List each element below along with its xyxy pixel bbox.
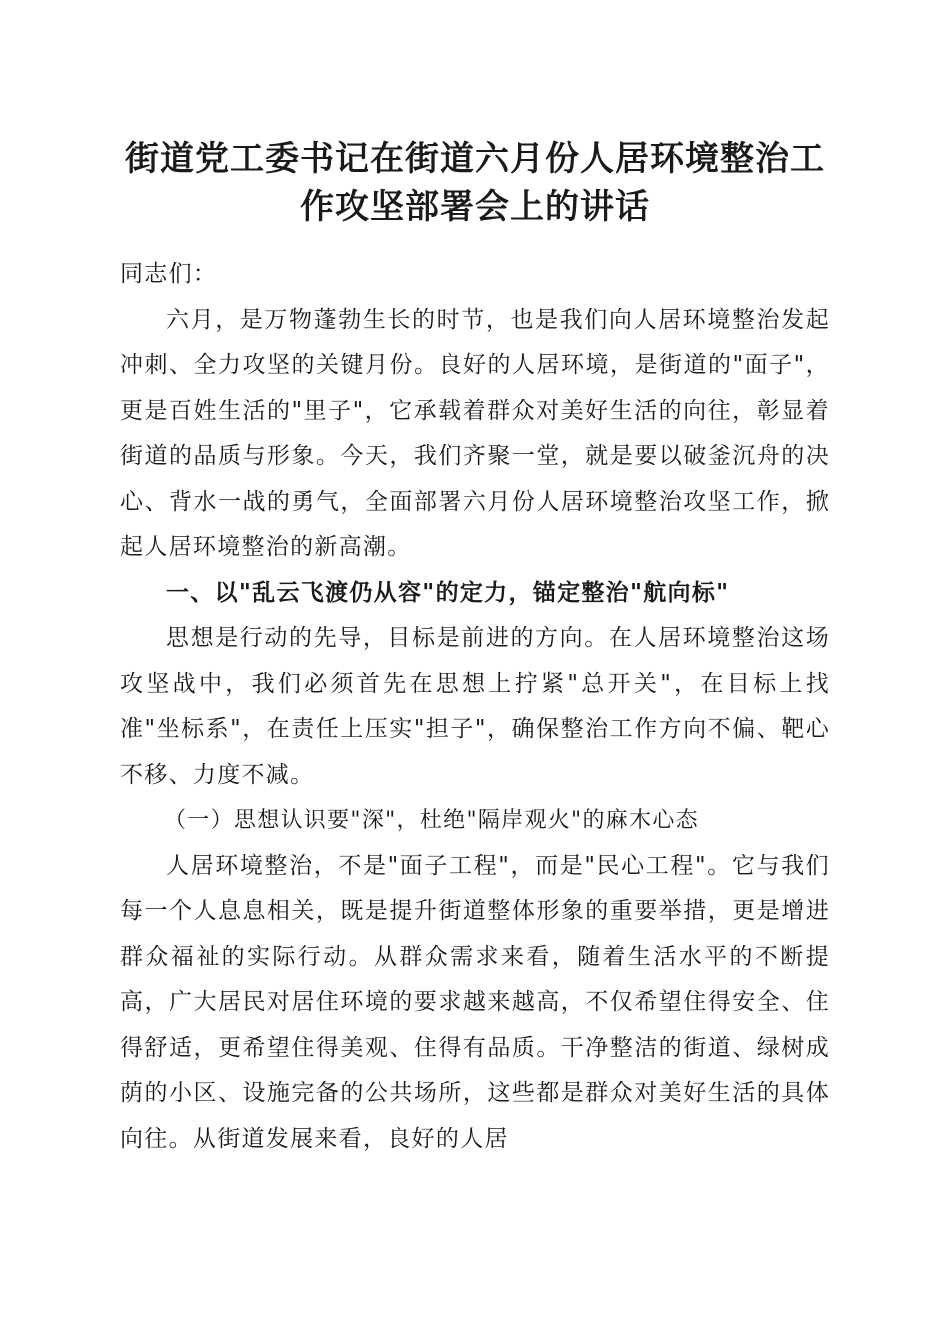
subsection-1-paragraph: 人居环境整治，不是"面子工程"，而是"民心工程"。它与我们每一个人息息相关，既是提升街道整体形象的重要举措，更是增进群众福祉的实际行动。从群众需求来看，随着生活水平的不断提高，广大居民对居住环境的要求越来越高，不仅希望住得安全、住得舒适，更希望住得美观、住得有品质。干净整洁的街道、绿树成荫的小区、设施完备的公共场所，这些都是群众对美好生活的具体向往。从街道发展来看，良好的人居 (120, 852, 830, 1152)
title-line-1: 街道党工委书记在街道六月份人居环境整治工 (125, 139, 825, 179)
intro-paragraph: 六月，是万物蓬勃生长的时节，也是我们向人居环境整治发起冲刺、全力攻坚的关键月份。良好的人居环境，是街道的"面子"，更是百姓生活的"里子"，它承载着群众对美好生活的向往，彰显着街道的品质与形象。今天，我们齐聚一堂，就是要以破釜沉舟的决心、背水一战的勇气，全面部署六月份人居环境整治攻坚工作，掀起人居环境整治的新高潮。 (120, 306, 830, 560)
document-body (120, 252, 830, 1162)
subsection-heading-1: （一）思想认识要"深"，杜绝"隔岸观火"的麻木心态 (164, 808, 699, 833)
section-heading-1: 一、以"乱云飞渡仍从容"的定力，锚定整治"航向标" (166, 579, 730, 606)
salutation: 同志们： (120, 261, 218, 287)
document-title (100, 135, 850, 231)
title-line-2: 作攻坚部署会上的讲话 (300, 187, 650, 227)
section-1-paragraph: 思想是行动的先导，目标是前进的方向。在人居环境整治这场攻坚战中，我们必须首先在思想上拧紧"总开关"，在目标上找准"坐标系"，在责任上压实"担子"，确保整治工作方向不偏、靶心不移、力度不减。 (120, 625, 830, 788)
